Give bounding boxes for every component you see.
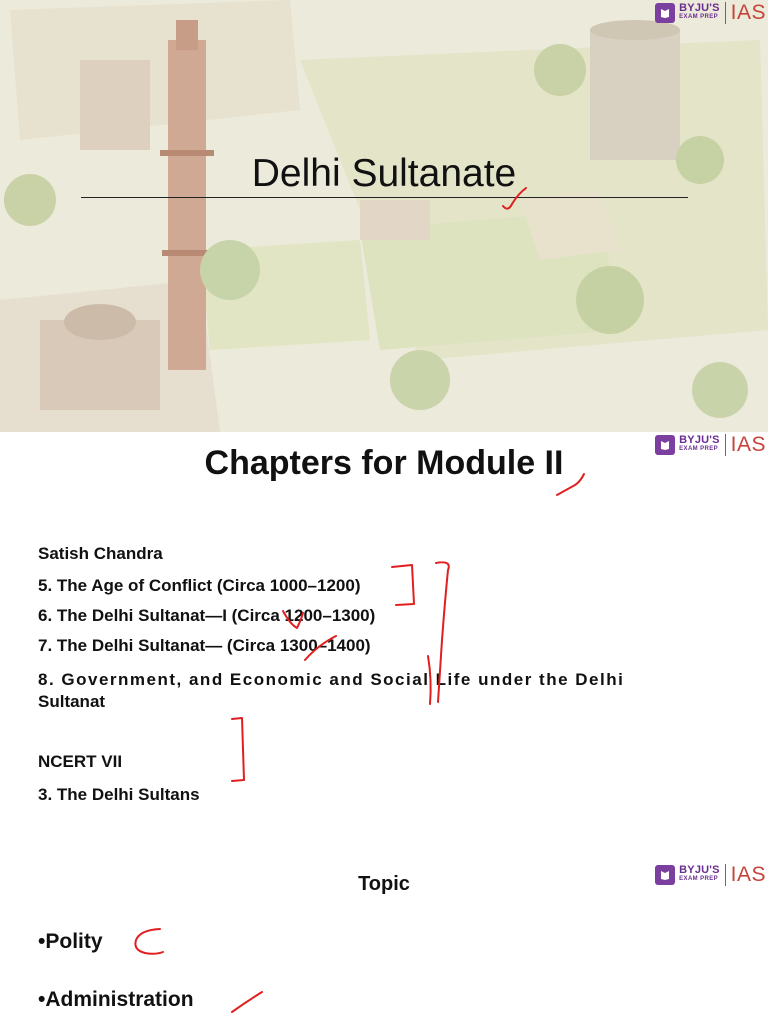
slide2-title: Chapters for Module II <box>204 444 564 482</box>
brand-ias: IAS <box>730 1 766 24</box>
brand-sub: EXAM PREP <box>679 446 719 452</box>
title-underline <box>81 197 688 198</box>
brand-ias: IAS <box>730 433 766 456</box>
slide3-title: Topic <box>358 873 410 895</box>
brand-sub: EXAM PREP <box>679 14 719 20</box>
title-slide <box>0 0 768 432</box>
brand-sub: EXAM PREP <box>679 876 719 882</box>
author-name: Satish Chandra <box>38 544 163 563</box>
chapter-item: 5. The Age of Conflict (Circa 1000–1200) <box>38 576 361 595</box>
slide1-title: Delhi Sultanate <box>251 152 517 195</box>
ncert-heading: NCERT VII <box>38 752 123 771</box>
bullet-text: Administration <box>45 988 194 1011</box>
chapter-item: 7. The Delhi Sultanat— (Circa 1300–1400) <box>38 636 371 655</box>
brand-name: BYJU'S <box>679 864 720 876</box>
bullet-item: •Polity <box>38 930 103 953</box>
brand-name: BYJU'S <box>679 2 720 14</box>
bullet-text: Polity <box>45 930 103 953</box>
byjus-ias-logo <box>655 0 766 26</box>
brand-ias: IAS <box>730 863 766 886</box>
book-icon <box>655 3 675 23</box>
chapter-item: 6. The Delhi Sultanat—I (Circa 1200–1300) <box>38 606 376 625</box>
chapters-slide <box>0 432 768 835</box>
chapter-item-continued: Sultanat <box>38 692 106 711</box>
brand-name: BYJU'S <box>679 434 720 446</box>
qutub-complex-illustration <box>0 0 768 432</box>
bullet-item: •Administration <box>38 988 194 1011</box>
chapter-item: 8. Government, and Economic and Social Life under the Delhi <box>38 670 625 689</box>
topic-slide <box>0 835 768 1024</box>
ncert-chapter: 3. The Delhi Sultans <box>38 785 200 804</box>
